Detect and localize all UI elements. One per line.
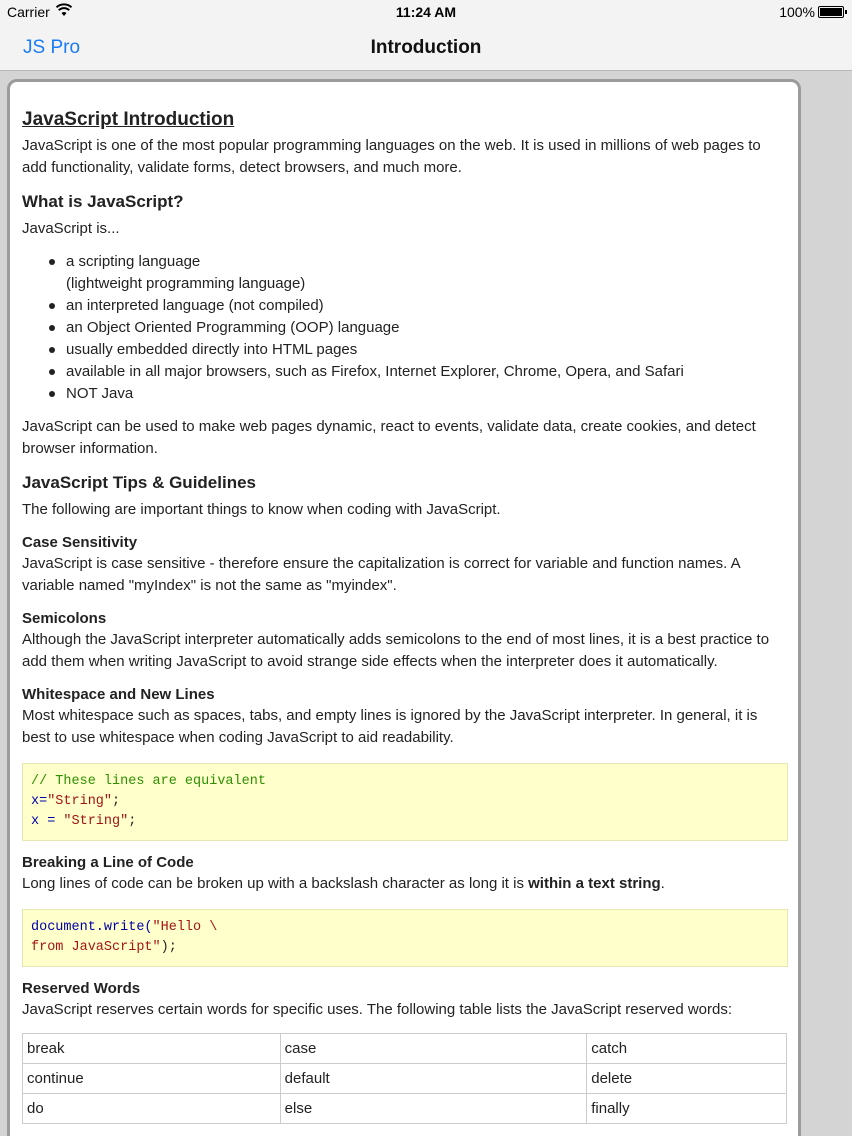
table-cell: finally bbox=[587, 1094, 787, 1124]
table-row bbox=[23, 1064, 787, 1094]
case-heading: Case Sensitivity bbox=[22, 534, 138, 551]
tips-heading: JavaScript Tips & Guidelines bbox=[22, 473, 256, 492]
list-item: a scripting language (lightweight programming language) bbox=[48, 251, 788, 295]
table-cell: else bbox=[280, 1094, 587, 1124]
article bbox=[22, 108, 788, 1124]
whitespace-paragraph: Most whitespace such as spaces, tabs, and empty lines is ignored by the JavaScript interpreter. In general, it is best to use whitespace when coding JavaScript to aid readability. bbox=[22, 707, 758, 746]
battery-percent: 100% bbox=[779, 4, 815, 20]
table-row bbox=[23, 1034, 787, 1064]
code-sample-linebreak: document.write("Hello \ from JavaScript"); bbox=[22, 909, 788, 967]
content-page[interactable] bbox=[7, 79, 801, 1136]
case-paragraph: JavaScript is case sensitive - therefore ensure the capitalization is correct for variable and function names. A variable named "myIndex" is not the same as "myindex". bbox=[22, 555, 740, 594]
breaking-heading: Breaking a Line of Code bbox=[22, 854, 194, 871]
breaking-paragraph: Long lines of code can be broken up with a backslash character as long it is within a text string. bbox=[22, 875, 665, 892]
list-item: usually embedded directly into HTML pages bbox=[48, 339, 788, 361]
table-cell: break bbox=[23, 1034, 281, 1064]
clock: 11:24 AM bbox=[395, 4, 457, 20]
table-cell: catch bbox=[587, 1034, 787, 1064]
intro-paragraph: JavaScript is one of the most popular programming languages on the web. It is used in millions of web pages to add functionality, validate forms, detect browsers, and much more. bbox=[22, 137, 761, 176]
whitespace-heading: Whitespace and New Lines bbox=[22, 686, 215, 703]
reserved-paragraph: JavaScript reserves certain words for specific uses. The following table lists the JavaScript reserved words: bbox=[22, 1001, 733, 1018]
navigation-bar bbox=[0, 24, 852, 71]
reserved-heading: Reserved Words bbox=[22, 980, 141, 997]
table-row bbox=[23, 1094, 787, 1124]
page-title: Introduction bbox=[370, 37, 482, 58]
semicolons-paragraph: Although the JavaScript interpreter automatically adds semicolons to the end of most lines, it is a best practice to add them when writing JavaScript to avoid strange side effects when the interpreter does it automatically. bbox=[22, 631, 770, 670]
article-title: JavaScript Introduction bbox=[22, 109, 235, 130]
table-cell: do bbox=[23, 1094, 281, 1124]
list-item: NOT Java bbox=[48, 383, 788, 405]
code-sample-whitespace: // These lines are equivalent x="String"; x = "String"; bbox=[22, 763, 788, 841]
table-cell: continue bbox=[23, 1064, 281, 1094]
back-button[interactable]: JS Pro bbox=[23, 37, 81, 58]
list-item: available in all major browsers, such as Firefox, Internet Explorer, Chrome, Opera, and Safari bbox=[48, 361, 788, 383]
reserved-words-table bbox=[22, 1033, 787, 1124]
tips-lead: The following are important things to know when coding with JavaScript. bbox=[22, 501, 501, 518]
table-cell: delete bbox=[587, 1064, 787, 1094]
uses-paragraph: JavaScript can be used to make web pages dynamic, react to events, validate data, create cookies, and detect browser information. bbox=[22, 418, 756, 457]
table-cell: case bbox=[280, 1034, 587, 1064]
battery-icon bbox=[818, 6, 844, 18]
semicolons-heading: Semicolons bbox=[22, 610, 107, 627]
what-lead: JavaScript is... bbox=[22, 220, 120, 237]
status-bar bbox=[0, 0, 852, 24]
list-item: an interpreted language (not compiled) bbox=[48, 295, 788, 317]
feature-list bbox=[22, 251, 788, 405]
what-heading: What is JavaScript? bbox=[22, 192, 184, 211]
table-cell: default bbox=[280, 1064, 587, 1094]
carrier-label: Carrier bbox=[7, 4, 50, 20]
list-item: an Object Oriented Programming (OOP) language bbox=[48, 317, 788, 339]
